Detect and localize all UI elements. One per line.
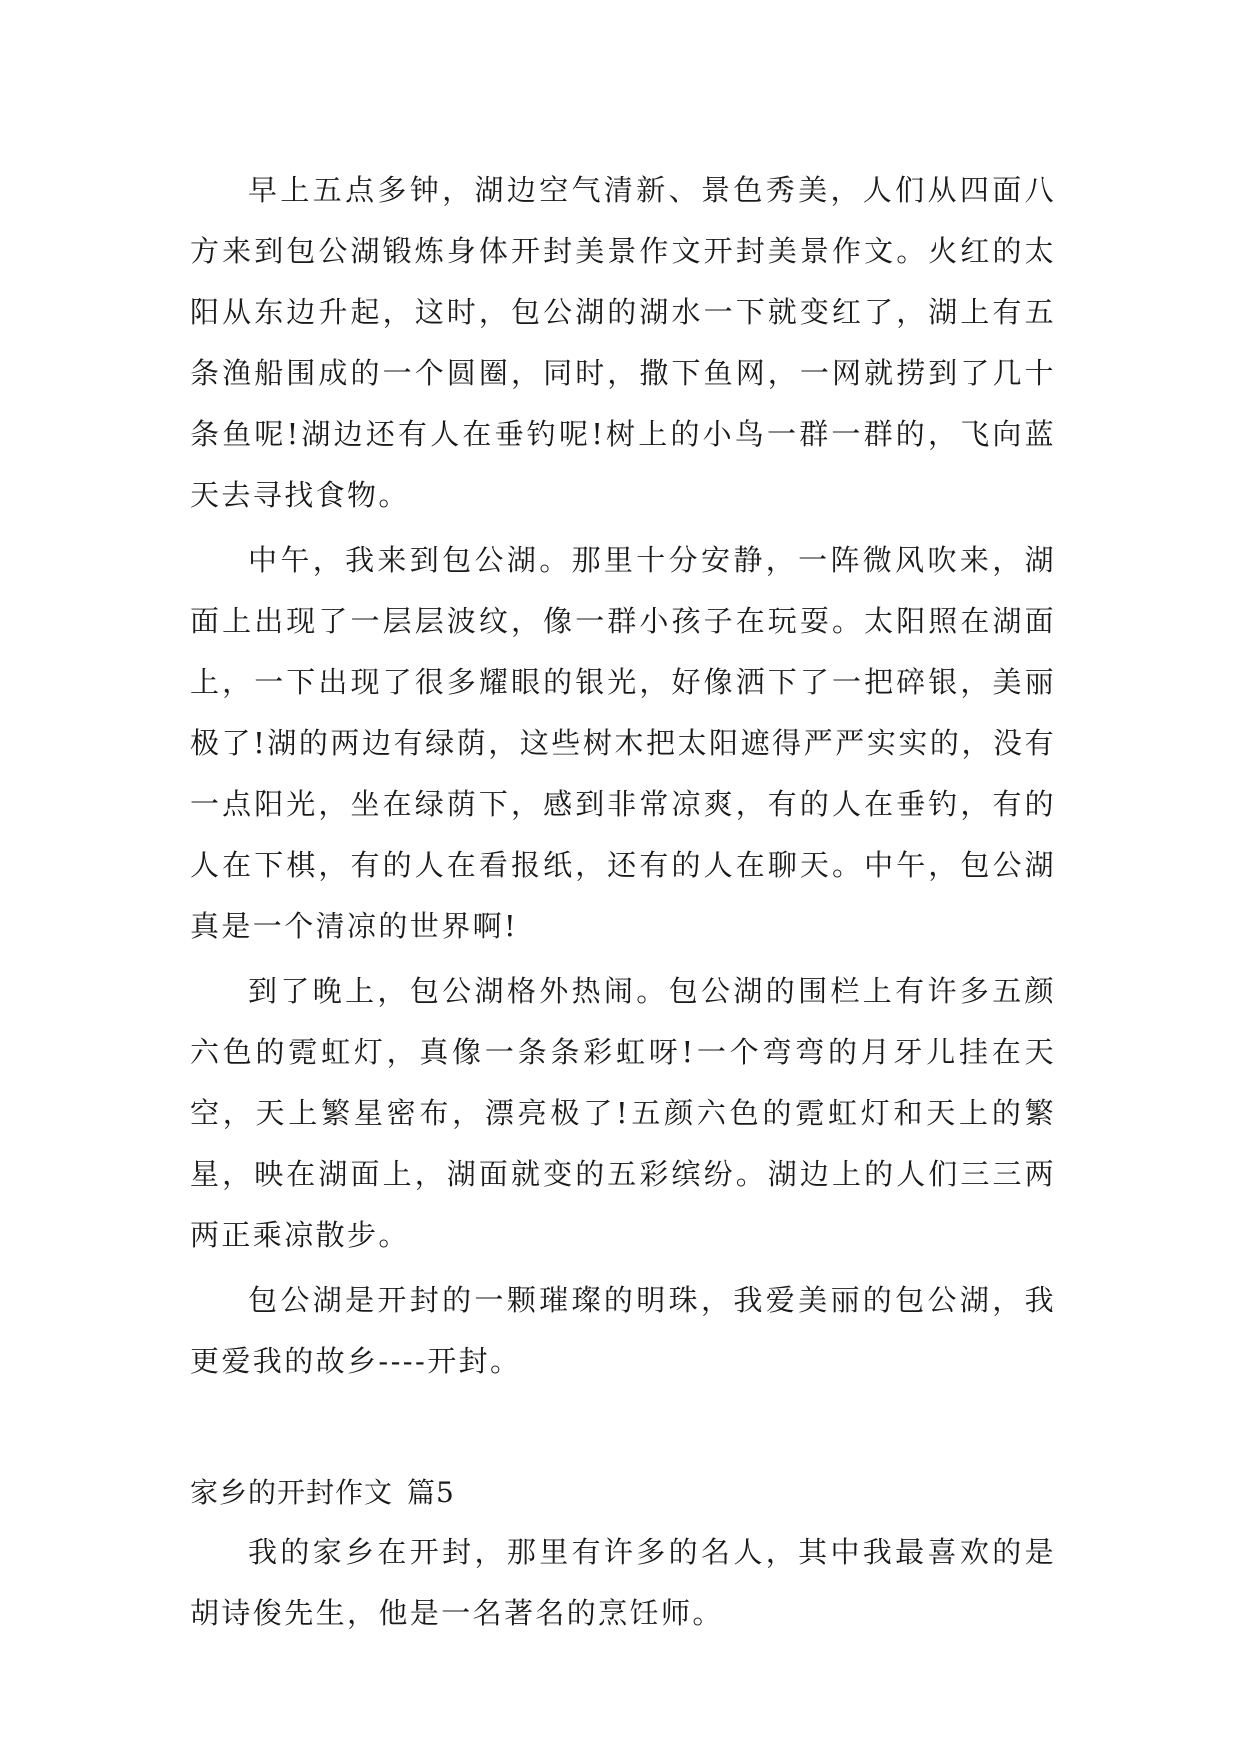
- section-heading: [190, 1470, 1056, 1516]
- section-title: 家乡的开封作文: [190, 1476, 394, 1509]
- section-label: 篇5: [407, 1476, 455, 1509]
- paragraph-noon: 中午，我来到包公湖。那里十分安静，一阵微风吹来，湖面上出现了一层层波纹，像一群小孩子在玩耍。太阳照在湖面上，一下出现了很多耀眼的银光，好像洒下了一把碎银，美丽极了!湖的两边有绿荫，这些树木把太阳遮得严严实实的，没有一点阳光，坐在绿荫下，感到非常凉爽，有的人在垂钓，有的人在下棋，有的人在看报纸，还有的人在聊天。中午，包公湖真是一个清凉的世界啊!: [190, 543, 1056, 943]
- paragraph-morning: 早上五点多钟，湖边空气清新、景色秀美，人们从四面八方来到包公湖锻炼身体开封美景作文开封美景作文。火红的太阳从东边升起，这时，包公湖的湖水一下就变红了，湖上有五条渔船围成的一个圆圈，同时，撒下鱼网，一网就捞到了几十条鱼呢!湖边还有人在垂钓呢!树上的小鸟一群一群的，飞向蓝天去寻找食物。: [190, 173, 1056, 512]
- document-body: [190, 160, 1056, 1648]
- paragraph-conclusion: 包公湖是开封的一颗璀璨的明珠，我爱美丽的包公湖，我更爱我的故乡----开封。: [190, 1283, 1056, 1378]
- section-paragraph: 我的家乡在开封，那里有许多的名人，其中我最喜欢的是胡诗俊先生，他是一名著名的烹饪师。: [190, 1535, 1056, 1630]
- paragraph-evening: 到了晚上，包公湖格外热闹。包公湖的围栏上有许多五颜六色的霓虹灯，真像一条条彩虹呀!一个弯弯的月牙儿挂在天空，天上繁星密布，漂亮极了!五颜六色的霓虹灯和天上的繁星，映在湖面上，湖面就变的五彩缤纷。湖边上的人们三三两两正乘凉散步。: [190, 974, 1056, 1252]
